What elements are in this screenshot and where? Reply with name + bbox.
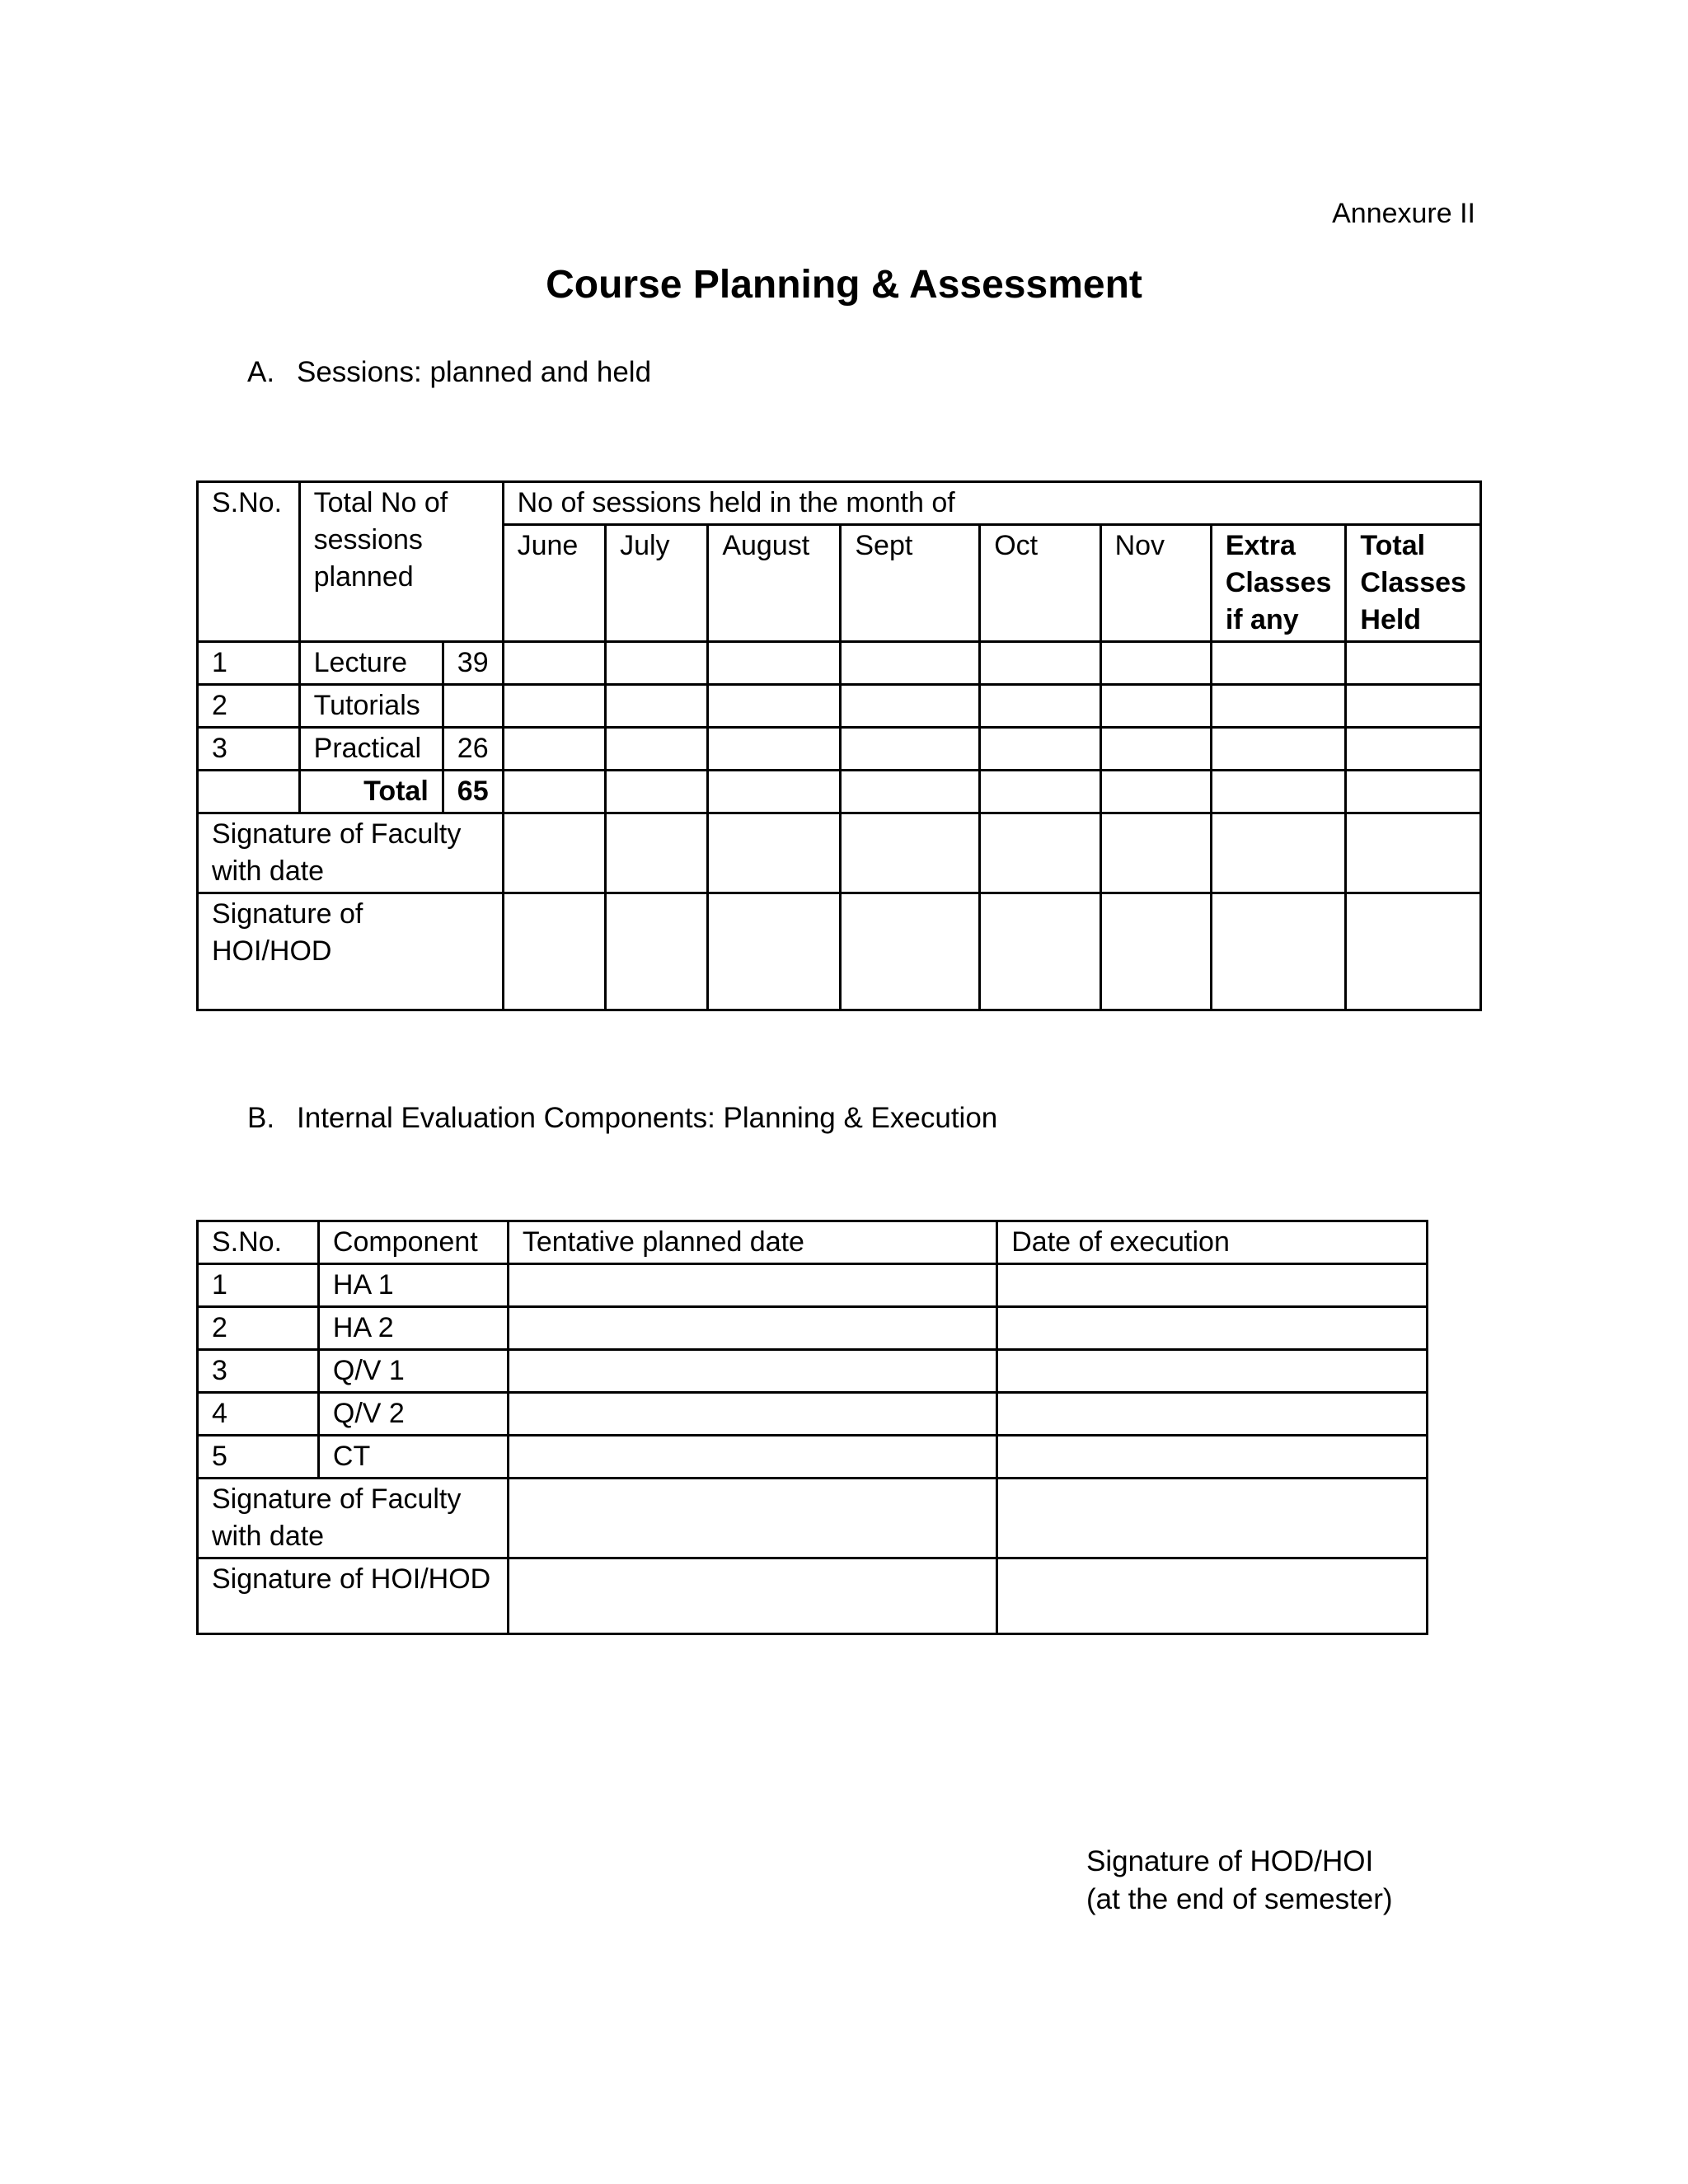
cell [508, 1350, 996, 1393]
cell [980, 771, 1100, 813]
cell [503, 685, 605, 728]
section-b-heading [247, 1102, 997, 1135]
cell [1100, 813, 1211, 893]
cell [1100, 771, 1211, 813]
table-row [198, 642, 1481, 685]
cell [606, 685, 708, 728]
header-month-august: August [708, 525, 841, 642]
row-sno: 2 [198, 1307, 319, 1350]
cell [508, 1479, 996, 1558]
row-component: Q/V 1 [318, 1350, 508, 1393]
cell [606, 728, 708, 771]
cell [1346, 771, 1481, 813]
cell [980, 728, 1100, 771]
row-sno: 1 [198, 1264, 319, 1307]
row-component: Q/V 2 [318, 1393, 508, 1436]
cell [503, 728, 605, 771]
faculty-signature-label: Signature of Faculty with date [198, 813, 504, 893]
cell [1346, 685, 1481, 728]
total-value: 65 [443, 771, 503, 813]
cell [708, 893, 841, 1010]
cell [1211, 813, 1346, 893]
total-label: Total [299, 771, 443, 813]
cell [1346, 642, 1481, 685]
evaluation-table [196, 1220, 1428, 1635]
table-row [198, 1350, 1428, 1393]
table-row [198, 728, 1481, 771]
cell [503, 642, 605, 685]
cell [841, 813, 980, 893]
section-b-marker: B. [247, 1102, 275, 1134]
cell [1211, 771, 1346, 813]
cell [198, 771, 300, 813]
cell [1211, 685, 1346, 728]
cell [1211, 642, 1346, 685]
table-row [198, 1307, 1428, 1350]
cell [841, 771, 980, 813]
page-title: Course Planning & Assessment [546, 263, 1142, 307]
cell [841, 642, 980, 685]
cell [841, 893, 980, 1010]
row-sno: 2 [198, 685, 300, 728]
cell [997, 1350, 1428, 1393]
cell [606, 893, 708, 1010]
row-sno: 3 [198, 1350, 319, 1393]
section-a-heading [247, 356, 651, 389]
section-a-marker: A. [247, 356, 275, 388]
cell [980, 813, 1100, 893]
cell [1100, 685, 1211, 728]
cell [708, 685, 841, 728]
cell [980, 642, 1100, 685]
header-month-july: July [606, 525, 708, 642]
footer-signature-block [1086, 1843, 1393, 1919]
header-component: Component [318, 1221, 508, 1264]
cell [606, 813, 708, 893]
header-month-sept: Sept [841, 525, 980, 642]
row-sno: 4 [198, 1393, 319, 1436]
row-component: HA 2 [318, 1307, 508, 1350]
cell [997, 1479, 1428, 1558]
row-component: HA 1 [318, 1264, 508, 1307]
table-row [198, 685, 1481, 728]
row-sno: 1 [198, 642, 300, 685]
cell [503, 893, 605, 1010]
header-execution-date: Date of execution [997, 1221, 1428, 1264]
cell [606, 771, 708, 813]
faculty-signature-row [198, 813, 1481, 893]
row-component: CT [318, 1436, 508, 1479]
header-total-planned: Total No of sessions planned [299, 482, 503, 642]
row-sno: 3 [198, 728, 300, 771]
cell [503, 813, 605, 893]
hoi-signature-label: Signature of HOI/HOD [198, 1558, 509, 1634]
table-row [198, 1393, 1428, 1436]
row-type: Lecture [299, 642, 443, 685]
hoi-signature-row [198, 893, 1481, 1010]
row-count: 39 [443, 642, 503, 685]
header-month-june: June [503, 525, 605, 642]
cell [997, 1307, 1428, 1350]
cell [1211, 728, 1346, 771]
header-extra-classes: Extra Classes if any [1211, 525, 1346, 642]
hoi-signature-row [198, 1558, 1428, 1634]
header-total-held: Total Classes Held [1346, 525, 1481, 642]
header-sno: S.No. [198, 482, 300, 642]
cell [841, 685, 980, 728]
annexure-label: Annexure II [1332, 198, 1475, 229]
cell [980, 685, 1100, 728]
cell [708, 771, 841, 813]
section-b-title: Internal Evaluation Components: Planning & Execution [297, 1102, 998, 1134]
row-sno: 5 [198, 1436, 319, 1479]
hoi-signature-label: Signature of HOI/HOD [198, 893, 504, 1010]
row-count: 26 [443, 728, 503, 771]
header-month-oct: Oct [980, 525, 1100, 642]
cell [980, 893, 1100, 1010]
cell [1100, 642, 1211, 685]
total-row [198, 771, 1481, 813]
cell [508, 1307, 996, 1350]
cell [997, 1558, 1428, 1634]
header-month-nov: Nov [1100, 525, 1211, 642]
table-row [198, 1264, 1428, 1307]
cell [1100, 728, 1211, 771]
footer-signature-note: (at the end of semester) [1086, 1883, 1393, 1915]
cell [1346, 728, 1481, 771]
cell [997, 1436, 1428, 1479]
header-sno: S.No. [198, 1221, 319, 1264]
table-row [198, 1436, 1428, 1479]
cell [997, 1264, 1428, 1307]
cell [708, 813, 841, 893]
row-type: Tutorials [299, 685, 443, 728]
cell [841, 728, 980, 771]
cell [508, 1436, 996, 1479]
footer-signature-label: Signature of HOD/HOI [1086, 1845, 1374, 1877]
faculty-signature-label: Signature of Faculty with date [198, 1479, 509, 1558]
row-count [443, 685, 503, 728]
header-sessions-held: No of sessions held in the month of [503, 482, 1480, 525]
cell [708, 728, 841, 771]
cell [997, 1393, 1428, 1436]
cell [708, 642, 841, 685]
cell [1211, 893, 1346, 1010]
sessions-table [196, 480, 1482, 1011]
section-a-title: Sessions: planned and held [297, 356, 652, 388]
cell [1346, 893, 1481, 1010]
cell [606, 642, 708, 685]
cell [503, 771, 605, 813]
header-planned-date: Tentative planned date [508, 1221, 996, 1264]
faculty-signature-row [198, 1479, 1428, 1558]
cell [508, 1264, 996, 1307]
cell [508, 1558, 996, 1634]
row-type: Practical [299, 728, 443, 771]
cell [1346, 813, 1481, 893]
cell [508, 1393, 996, 1436]
cell [1100, 893, 1211, 1010]
